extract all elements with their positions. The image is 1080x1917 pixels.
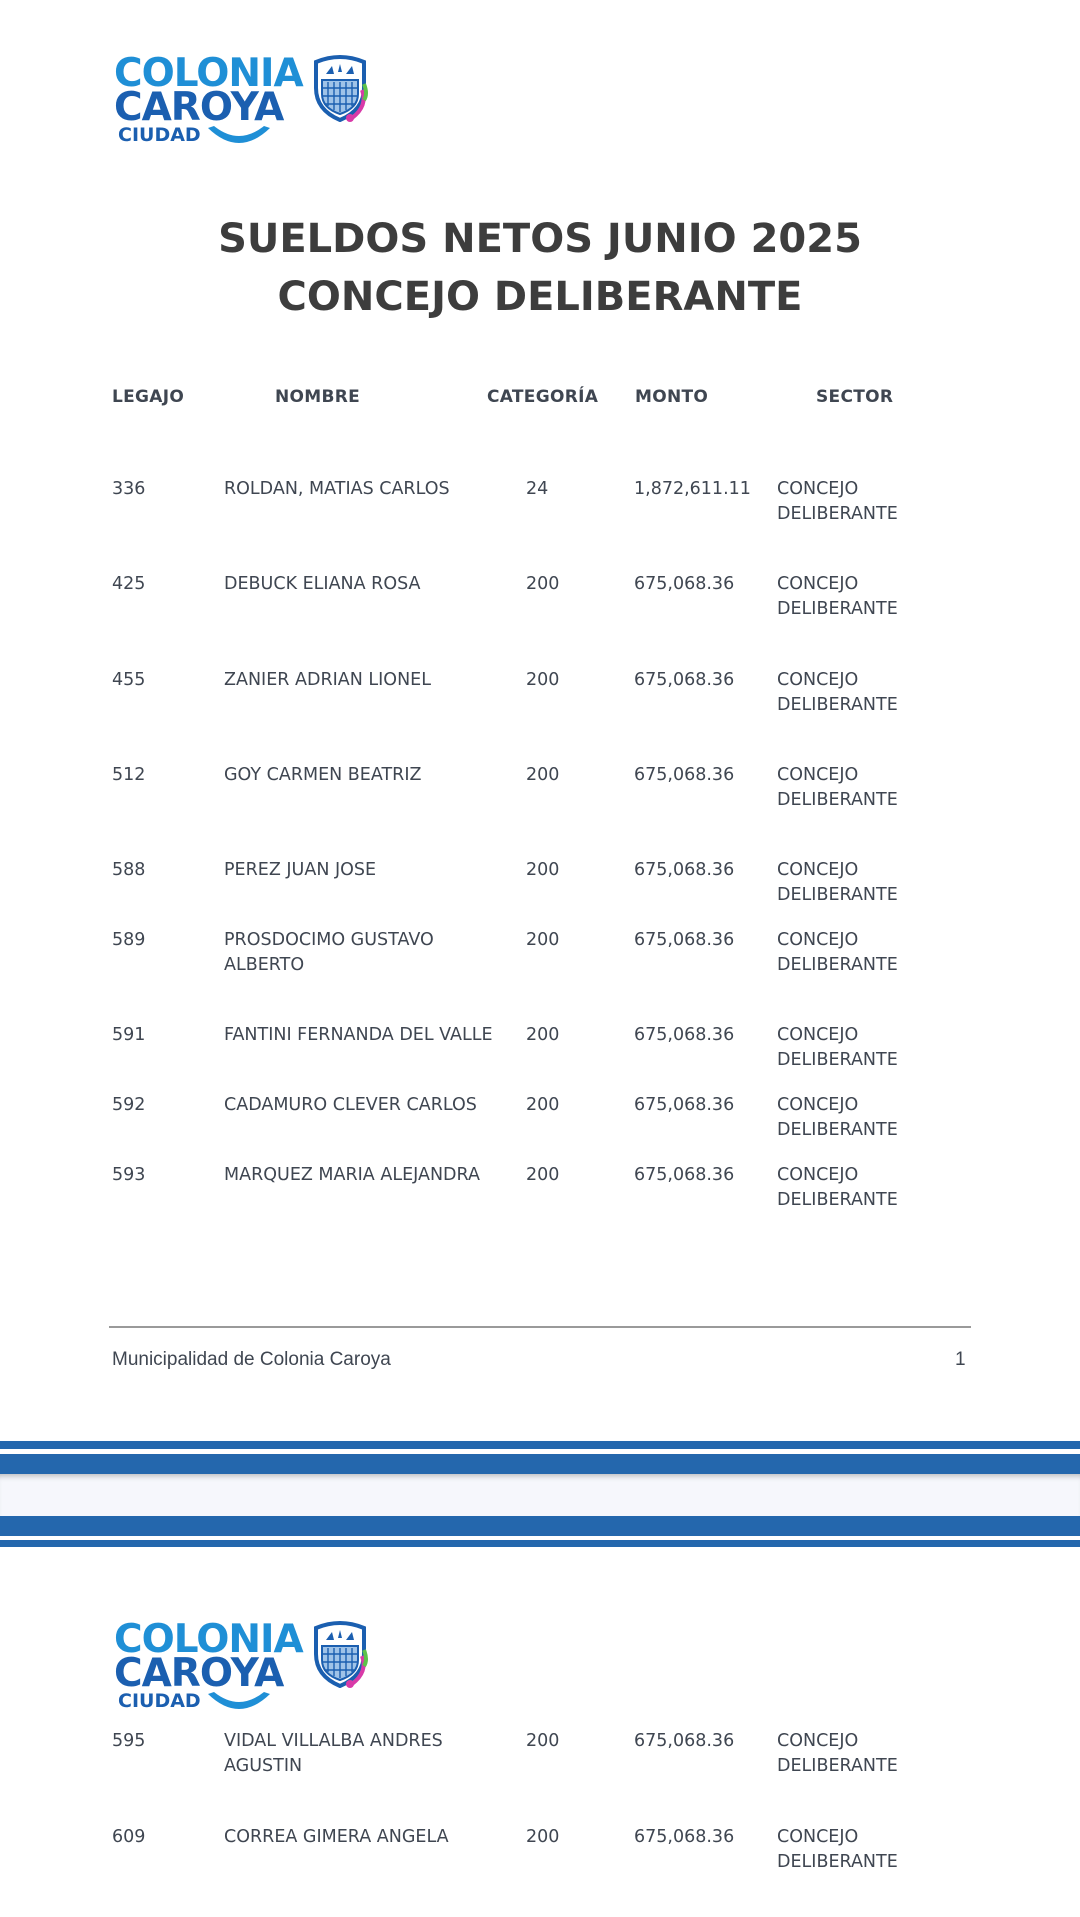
logo-line3: CIUDAD (118, 124, 201, 146)
header-categoria: CATEGORÍA (487, 387, 599, 407)
cell-categoria: 200 (526, 1731, 560, 1751)
cell-nombre: MARQUEZ MARIA ALEJANDRA (224, 1165, 480, 1185)
header-nombre: NOMBRE (275, 387, 361, 407)
page-break-band (0, 1454, 1080, 1474)
cell-categoria: 200 (526, 765, 560, 785)
cell-legajo: 512 (112, 765, 146, 785)
cell-legajo: 588 (112, 860, 146, 880)
header-legajo: LEGAJO (112, 387, 185, 407)
page-gap (0, 1474, 1080, 1516)
cell-nombre: GOY CARMEN BEATRIZ (224, 765, 422, 785)
cell-sector: CONCEJO DELIBERANTE (777, 1827, 898, 1872)
cell-sector: CONCEJO DELIBERANTE (777, 670, 898, 715)
cell-sector: CONCEJO DELIBERANTE (777, 1165, 898, 1210)
cell-legajo: 336 (112, 479, 146, 499)
logo-smile-icon (204, 124, 274, 152)
cell-legajo: 593 (112, 1165, 146, 1185)
crest-icon (308, 1620, 372, 1688)
cell-legajo: 609 (112, 1827, 146, 1847)
page-title-line1: SUELDOS NETOS JUNIO 2025 (218, 216, 862, 262)
cell-legajo: 425 (112, 574, 146, 594)
cell-monto: 675,068.36 (634, 1095, 735, 1115)
cell-categoria: 200 (526, 574, 560, 594)
cell-nombre: FANTINI FERNANDA DEL VALLE (224, 1025, 493, 1045)
cell-sector: CONCEJO DELIBERANTE (777, 1025, 898, 1070)
cell-nombre: VIDAL VILLALBA ANDRES AGUSTIN (224, 1731, 443, 1776)
cell-nombre: CADAMURO CLEVER CARLOS (224, 1095, 477, 1115)
cell-legajo: 455 (112, 670, 146, 690)
footer-divider (109, 1326, 971, 1328)
cell-monto: 675,068.36 (634, 574, 735, 594)
cell-sector: CONCEJO DELIBERANTE (777, 930, 898, 975)
page-break-band (0, 1540, 1080, 1547)
logo-smile-icon (204, 1690, 274, 1718)
logo-line2: CAROYA (114, 85, 284, 130)
cell-monto: 675,068.36 (634, 1165, 735, 1185)
page-break-band (0, 1441, 1080, 1449)
cell-categoria: 24 (526, 479, 549, 499)
header-sector: SECTOR (816, 387, 894, 407)
logo (112, 51, 372, 154)
cell-sector: CONCEJO DELIBERANTE (777, 1095, 898, 1140)
cell-sector: CONCEJO DELIBERANTE (777, 860, 898, 905)
cell-sector: CONCEJO DELIBERANTE (777, 765, 898, 810)
page-number: 1 (955, 1349, 966, 1370)
cell-sector: CONCEJO DELIBERANTE (777, 1731, 898, 1776)
cell-nombre: PEREZ JUAN JOSE (224, 860, 377, 880)
cell-categoria: 200 (526, 860, 560, 880)
logo-line1: COLONIA (114, 51, 303, 96)
cell-legajo: 589 (112, 930, 146, 950)
cell-legajo: 595 (112, 1731, 146, 1751)
cell-categoria: 200 (526, 1165, 560, 1185)
header-monto: MONTO (635, 387, 709, 407)
cell-categoria: 200 (526, 1827, 560, 1847)
cell-monto: 675,068.36 (634, 1827, 735, 1847)
cell-legajo: 591 (112, 1025, 146, 1045)
cell-monto: 675,068.36 (634, 930, 735, 950)
cell-categoria: 200 (526, 1025, 560, 1045)
cell-monto: 1,872,611.11 (634, 479, 751, 499)
cell-sector: CONCEJO DELIBERANTE (777, 574, 898, 619)
cell-categoria: 200 (526, 1095, 560, 1115)
logo-line1: COLONIA (114, 1617, 303, 1662)
cell-categoria: 200 (526, 930, 560, 950)
cell-monto: 675,068.36 (634, 1731, 735, 1751)
crest-icon (308, 54, 372, 122)
page-break-band (0, 1516, 1080, 1536)
cell-nombre: DEBUCK ELIANA ROSA (224, 574, 421, 594)
page-title-line2: CONCEJO DELIBERANTE (277, 274, 803, 320)
logo-line2: CAROYA (114, 1651, 284, 1696)
cell-nombre: ZANIER ADRIAN LIONEL (224, 670, 431, 690)
footer-org: Municipalidad de Colonia Caroya (112, 1349, 391, 1370)
cell-sector: CONCEJO DELIBERANTE (777, 479, 898, 524)
cell-nombre: ROLDAN, MATIAS CARLOS (224, 479, 450, 499)
cell-nombre: PROSDOCIMO GUSTAVO ALBERTO (224, 930, 434, 975)
cell-monto: 675,068.36 (634, 670, 735, 690)
logo-line3: CIUDAD (118, 1690, 201, 1712)
cell-nombre: CORREA GIMERA ANGELA (224, 1827, 449, 1847)
cell-monto: 675,068.36 (634, 765, 735, 785)
cell-monto: 675,068.36 (634, 1025, 735, 1045)
cell-categoria: 200 (526, 670, 560, 690)
logo (112, 1617, 372, 1720)
cell-legajo: 592 (112, 1095, 146, 1115)
cell-monto: 675,068.36 (634, 860, 735, 880)
